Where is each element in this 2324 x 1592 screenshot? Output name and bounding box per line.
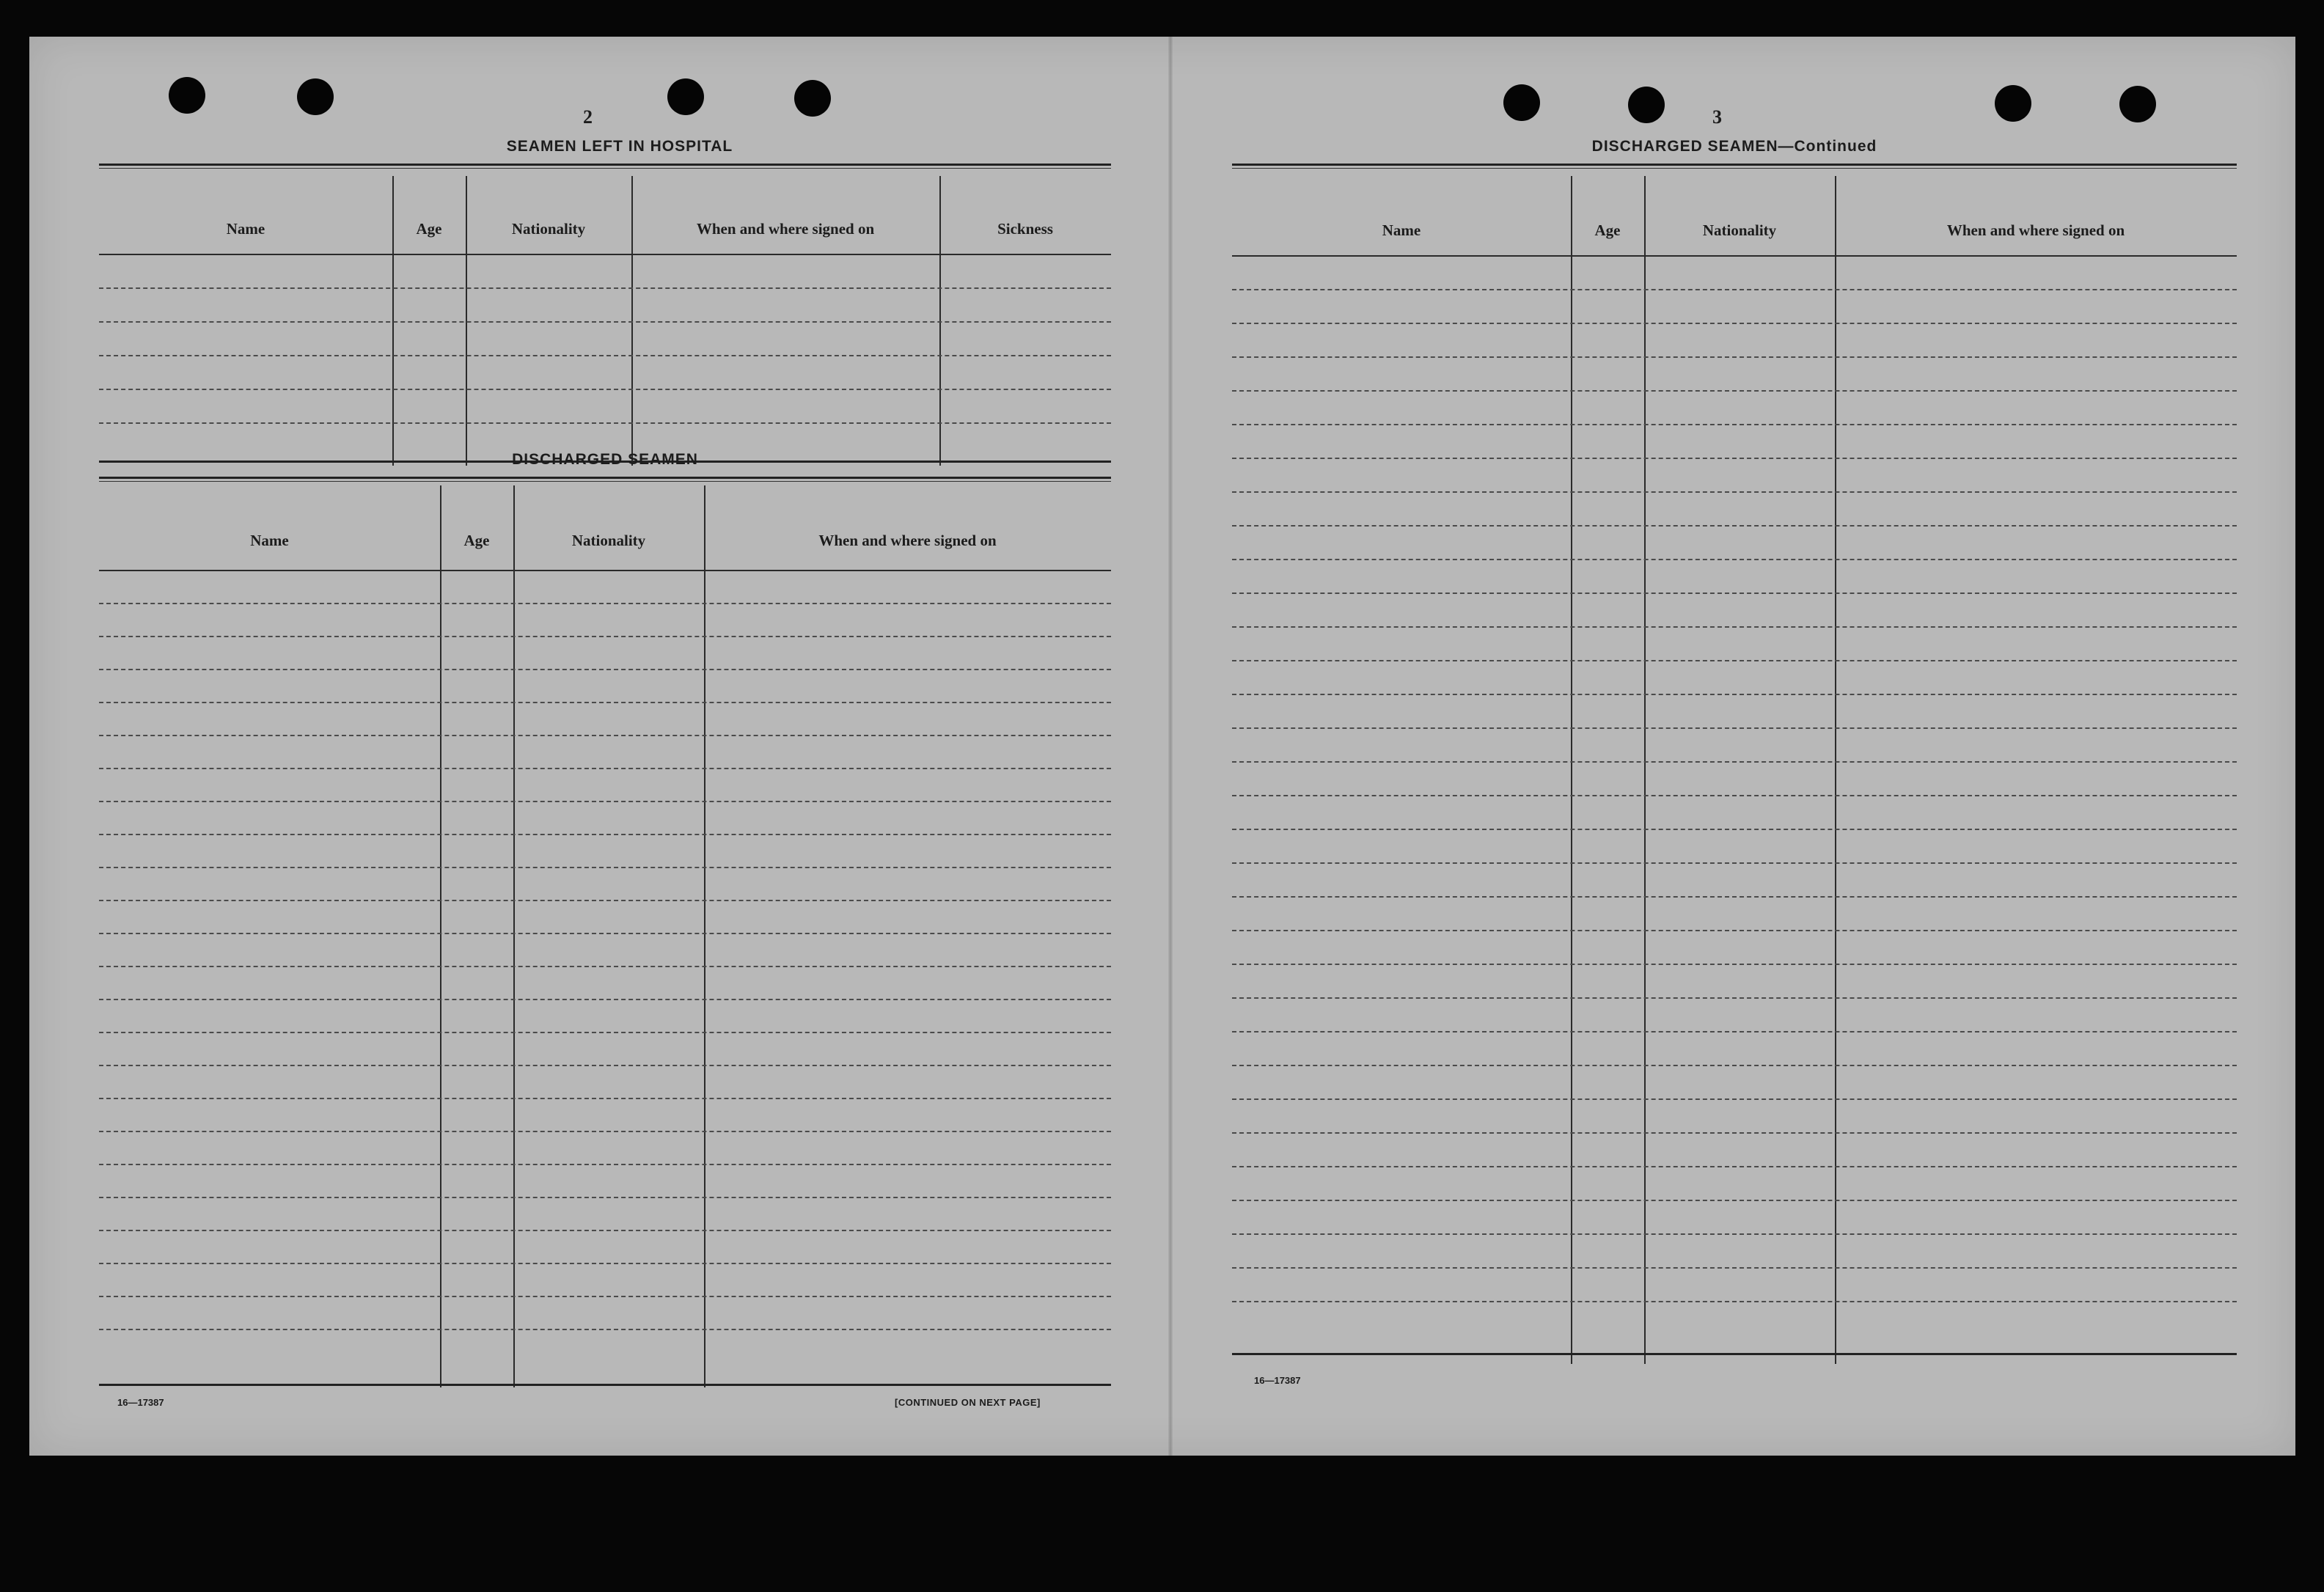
row-line [1232,559,2237,560]
hospital-table [99,176,1111,466]
row-line [99,933,1111,934]
col-head-name: Name [226,220,265,238]
row-line [1232,1233,2237,1235]
punch-hole [667,78,704,115]
row-line [99,422,1111,424]
row-line [99,603,1111,604]
row-line [99,966,1111,967]
row-line [99,669,1111,670]
row-line [99,287,1111,289]
punch-hole [1503,84,1540,121]
row-line [1232,626,2237,628]
right-top-rule-thin [1232,168,2237,169]
col-head-nationality: Nationality [571,532,646,549]
header-underline [1232,255,2237,257]
col-head-age: Age [416,220,442,238]
col-divider [513,485,515,1387]
row-line [1232,1132,2237,1134]
row-line [99,999,1111,1000]
table-bottom-rule [1232,1353,2237,1355]
row-line [1232,1065,2237,1066]
form-number-left: 16—17387 [117,1397,164,1408]
col-divider [704,485,705,1387]
row-line [1232,390,2237,392]
discharged-table-left [99,485,1111,1387]
hospital-section-title: SEAMEN LEFT IN HOSPITAL [506,138,733,155]
page-number-right: 3 [1712,106,1722,128]
col-head-nationality: Nationality [511,220,586,238]
row-line [1232,997,2237,999]
punch-hole [169,77,205,114]
table-bottom-rule [99,1384,1111,1386]
continued-note: [CONTINUED ON NEXT PAGE] [895,1397,1041,1408]
punch-hole [794,80,831,117]
col-head-nationality: Nationality [1702,221,1777,239]
col-head-when-where: When and where signed on [696,220,875,238]
row-line [99,1197,1111,1198]
row-line [99,1263,1111,1264]
hospital-top-rule [99,164,1111,166]
col-head-name: Name [1382,221,1421,239]
row-line [99,389,1111,390]
row-line [1232,896,2237,898]
page-number-left: 2 [583,106,593,128]
row-line [99,321,1111,323]
row-line [1232,964,2237,965]
col-head-age: Age [1594,221,1621,239]
row-line [99,1065,1111,1066]
row-line [1232,1200,2237,1201]
row-line [99,801,1111,802]
col-divider [1835,176,1836,1364]
row-line [1232,930,2237,931]
col-divider [440,485,441,1387]
punch-hole [2119,86,2156,122]
row-line [99,834,1111,835]
row-line [99,867,1111,868]
row-line [1232,694,2237,695]
row-line [99,900,1111,901]
header-underline [99,570,1111,571]
col-divider [1571,176,1572,1364]
col-head-name: Name [250,532,289,549]
col-head-sickness: Sickness [997,220,1053,238]
row-line [99,1164,1111,1165]
col-divider [1644,176,1646,1364]
row-line [1232,289,2237,290]
row-line [1232,1301,2237,1302]
row-line [99,735,1111,736]
punch-hole [297,78,334,115]
punch-hole [1995,85,2031,122]
row-line [1232,593,2237,594]
discharged-table-right [1232,176,2237,1364]
row-line [99,768,1111,769]
row-line [1232,458,2237,459]
header-underline [99,254,1111,255]
row-line [1232,424,2237,425]
discharged-top-rule-thin [99,481,1111,482]
right-top-rule [1232,164,2237,166]
row-line [1232,323,2237,324]
form-number-right: 16—17387 [1254,1375,1301,1386]
row-line [1232,491,2237,493]
punch-hole [1628,87,1665,123]
row-line [1232,1267,2237,1269]
row-line [99,355,1111,356]
row-line [1232,356,2237,358]
row-line [99,702,1111,703]
row-line [1232,660,2237,661]
hospital-top-rule-thin [99,168,1111,169]
col-head-age: Age [463,532,490,549]
discharged-section-title: DISCHARGED SEAMEN [512,451,698,468]
col-head-when-where: When and where signed on [818,532,997,549]
row-line [1232,525,2237,527]
row-line [1232,1031,2237,1032]
document-sheet [29,37,2295,1456]
row-line [99,1230,1111,1231]
row-line [1232,1098,2237,1100]
row-line [1232,761,2237,763]
row-line [99,1329,1111,1330]
row-line [1232,829,2237,830]
page-fold [1168,37,1173,1456]
row-line [1232,1166,2237,1167]
row-line [1232,862,2237,864]
row-line [99,636,1111,637]
row-line [99,1032,1111,1033]
row-line [99,1131,1111,1132]
col-head-when-where: When and where signed on [1946,221,2125,239]
row-line [1232,795,2237,796]
row-line [1232,727,2237,729]
row-line [99,1296,1111,1297]
discharged-continued-title: DISCHARGED SEAMEN—Continued [1591,138,1877,155]
row-line [99,1098,1111,1099]
discharged-top-rule [99,477,1111,479]
